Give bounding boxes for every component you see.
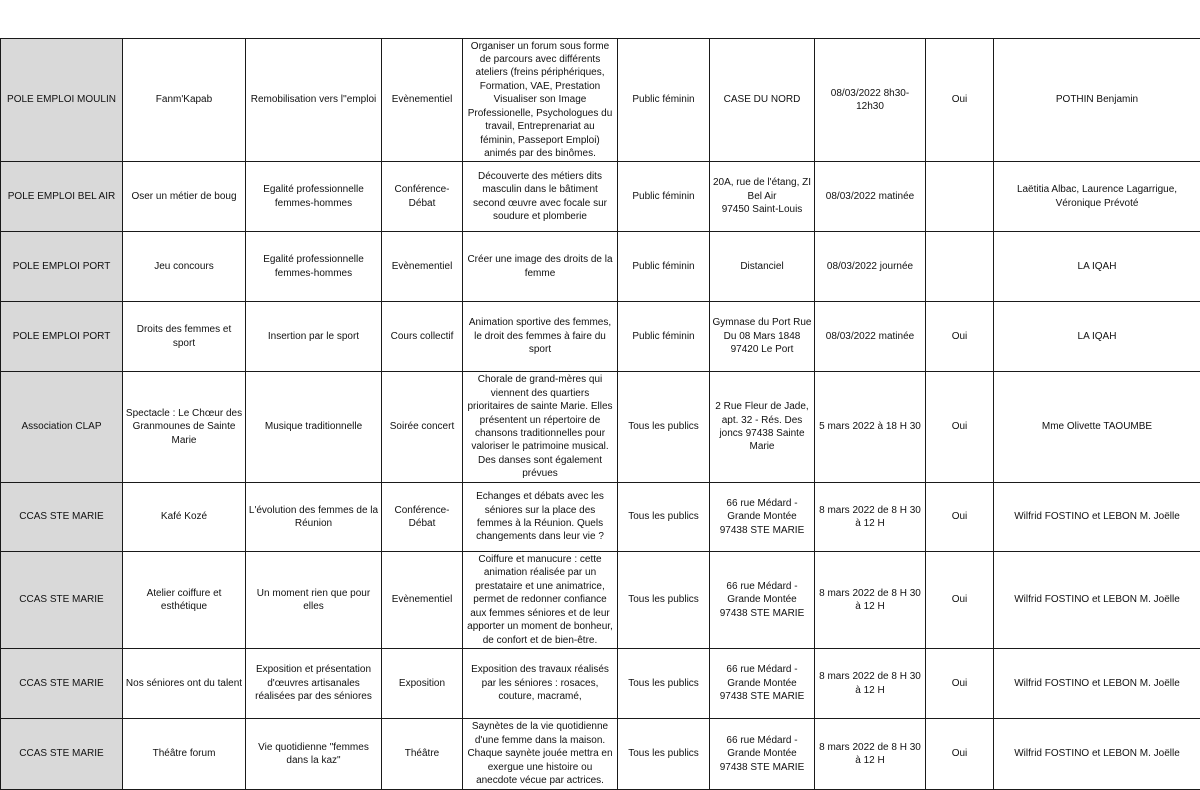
cell-theme: Insertion par le sport (246, 302, 382, 372)
cell-date: 08/03/2022 matinée (815, 302, 926, 372)
table-row (1, 552, 1200, 649)
cell-date: 8 mars 2022 de 8 H 30 à 12 H (815, 552, 926, 649)
table-row (1, 372, 1200, 483)
events-sheet (0, 38, 1200, 790)
table-row (1, 483, 1200, 552)
cell-inscription (926, 162, 994, 232)
cell-type: Cours collectif (382, 302, 463, 372)
cell-lieu: 66 rue Médard - Grande Montée 97438 STE MARIE (710, 552, 815, 649)
cell-public: Tous les publics (618, 372, 710, 483)
table-body (1, 39, 1200, 790)
cell-inscription: Oui (926, 649, 994, 719)
cell-contact: LA IQAH (994, 302, 1200, 372)
cell-titre: Jeu concours (123, 232, 246, 302)
cell-theme: L'évolution des femmes de la Réunion (246, 483, 382, 552)
cell-organisateur: POLE EMPLOI BEL AIR (1, 162, 123, 232)
cell-inscription: Oui (926, 483, 994, 552)
cell-date: 5 mars 2022 à 18 H 30 (815, 372, 926, 483)
cell-theme: Remobilisation vers l''emploi (246, 39, 382, 162)
table-row (1, 39, 1200, 162)
table-row (1, 649, 1200, 719)
cell-lieu: Distanciel (710, 232, 815, 302)
cell-public: Public féminin (618, 302, 710, 372)
cell-description: Créer une image des droits de la femme (463, 232, 618, 302)
cell-public: Tous les publics (618, 649, 710, 719)
cell-titre: Droits des femmes et sport (123, 302, 246, 372)
cell-public: Tous les publics (618, 552, 710, 649)
cell-description: Coiffure et manucure : cette animation réalisée par un prestataire et une animatrice, permet de redonner confiance aux femmes séniores et de leur apporter un moment de bonheur, de confort et de bien-être. (463, 552, 618, 649)
cell-contact: Wilfrid FOSTINO et LEBON M. Joëlle (994, 719, 1200, 790)
cell-lieu: 20A, rue de l'étang, ZI Bel Air 97450 Saint-Louis (710, 162, 815, 232)
cell-inscription (926, 232, 994, 302)
cell-public: Tous les publics (618, 719, 710, 790)
table-row (1, 302, 1200, 372)
cell-type: Evènementiel (382, 39, 463, 162)
cell-public: Public féminin (618, 39, 710, 162)
cell-date: 08/03/2022 8h30-12h30 (815, 39, 926, 162)
cell-organisateur: Association CLAP (1, 372, 123, 483)
cell-type: Evènementiel (382, 232, 463, 302)
events-table (0, 38, 1200, 790)
cell-inscription: Oui (926, 39, 994, 162)
table-row (1, 719, 1200, 790)
cell-contact: Wilfrid FOSTINO et LEBON M. Joëlle (994, 552, 1200, 649)
cell-description: Animation sportive des femmes, le droit des femmes à faire du sport (463, 302, 618, 372)
cell-type: Exposition (382, 649, 463, 719)
cell-theme: Vie quotidienne "femmes dans la kaz" (246, 719, 382, 790)
cell-date: 08/03/2022 matinée (815, 162, 926, 232)
table-row (1, 162, 1200, 232)
cell-inscription: Oui (926, 719, 994, 790)
table-row (1, 232, 1200, 302)
cell-titre: Nos séniores ont du talent (123, 649, 246, 719)
cell-date: 8 mars 2022 de 8 H 30 à 12 H (815, 649, 926, 719)
cell-inscription: Oui (926, 372, 994, 483)
cell-organisateur: POLE EMPLOI MOULIN (1, 39, 123, 162)
cell-contact: LA IQAH (994, 232, 1200, 302)
cell-organisateur: CCAS STE MARIE (1, 719, 123, 790)
cell-description: Saynètes de la vie quotidienne d'une femme dans la maison. Chaque saynète jouée mettra en exergue une histoire ou anecdote vécue par actrices. (463, 719, 618, 790)
cell-organisateur: CCAS STE MARIE (1, 649, 123, 719)
cell-public: Public féminin (618, 162, 710, 232)
cell-lieu: 66 rue Médard - Grande Montée 97438 STE MARIE (710, 483, 815, 552)
cell-lieu: Gymnase du Port Rue Du 08 Mars 1848 97420 Le Port (710, 302, 815, 372)
cell-titre: Fanm'Kapab (123, 39, 246, 162)
cell-inscription: Oui (926, 302, 994, 372)
cell-type: Evènementiel (382, 552, 463, 649)
cell-contact: Mme Olivette TAOUMBE (994, 372, 1200, 483)
cell-organisateur: CCAS STE MARIE (1, 552, 123, 649)
cell-inscription: Oui (926, 552, 994, 649)
cell-theme: Exposition et présentation d'œuvres artisanales réalisées par des séniores (246, 649, 382, 719)
cell-theme: Un moment rien que pour elles (246, 552, 382, 649)
cell-description: Exposition des travaux réalisés par les séniores : rosaces, couture, macramé, (463, 649, 618, 719)
cell-public: Tous les publics (618, 483, 710, 552)
cell-titre: Atelier coiffure et esthétique (123, 552, 246, 649)
cell-date: 8 mars 2022 de 8 H 30 à 12 H (815, 719, 926, 790)
cell-date: 8 mars 2022 de 8 H 30 à 12 H (815, 483, 926, 552)
cell-public: Public féminin (618, 232, 710, 302)
cell-theme: Egalité professionnelle femmes-hommes (246, 232, 382, 302)
cell-lieu: 66 rue Médard - Grande Montée 97438 STE MARIE (710, 649, 815, 719)
cell-contact: Wilfrid FOSTINO et LEBON M. Joëlle (994, 483, 1200, 552)
cell-organisateur: CCAS STE MARIE (1, 483, 123, 552)
cell-titre: Oser un métier de boug (123, 162, 246, 232)
cell-theme: Musique traditionnelle (246, 372, 382, 483)
cell-organisateur: POLE EMPLOI PORT (1, 302, 123, 372)
cell-type: Conférence-Débat (382, 483, 463, 552)
cell-description: Chorale de grand-mères qui viennent des quartiers prioritaires de sainte Marie. Elles présentent un répertoire de chansons traditionnelles pour valoriser le patrimoine musical. Des danses sont également prévues (463, 372, 618, 483)
cell-lieu: CASE DU NORD (710, 39, 815, 162)
cell-titre: Kafé Kozé (123, 483, 246, 552)
cell-organisateur: POLE EMPLOI PORT (1, 232, 123, 302)
cell-contact: Laëtitia Albac, Laurence Lagarrigue, Véronique Prévoté (994, 162, 1200, 232)
cell-description: Découverte des métiers dits masculin dans le bâtiment second œuvre avec focale sur soudure et plomberie (463, 162, 618, 232)
cell-lieu: 2 Rue Fleur de Jade, apt. 32 - Rés. Des joncs 97438 Sainte Marie (710, 372, 815, 483)
cell-titre: Théâtre forum (123, 719, 246, 790)
cell-type: Soirée concert (382, 372, 463, 483)
cell-type: Théâtre (382, 719, 463, 790)
cell-contact: Wilfrid FOSTINO et LEBON M. Joëlle (994, 649, 1200, 719)
cell-titre: Spectacle : Le Chœur des Granmounes de Sainte Marie (123, 372, 246, 483)
cell-theme: Egalité professionnelle femmes-hommes (246, 162, 382, 232)
cell-contact: POTHIN Benjamin (994, 39, 1200, 162)
cell-type: Conférence-Débat (382, 162, 463, 232)
cell-date: 08/03/2022 journée (815, 232, 926, 302)
cell-description: Echanges et débats avec les séniores sur la place des femmes à la Réunion. Quels changements dans leur vie ? (463, 483, 618, 552)
cell-description: Organiser un forum sous forme de parcours avec différents ateliers (freins périphériques, Formation, VAE, Prestation Visualiser son Image Professionelle, Psychologues du travail, Entreprenariat au féminin, Passeport Emploi) animés par des binômes. (463, 39, 618, 162)
cell-lieu: 66 rue Médard - Grande Montée 97438 STE MARIE (710, 719, 815, 790)
